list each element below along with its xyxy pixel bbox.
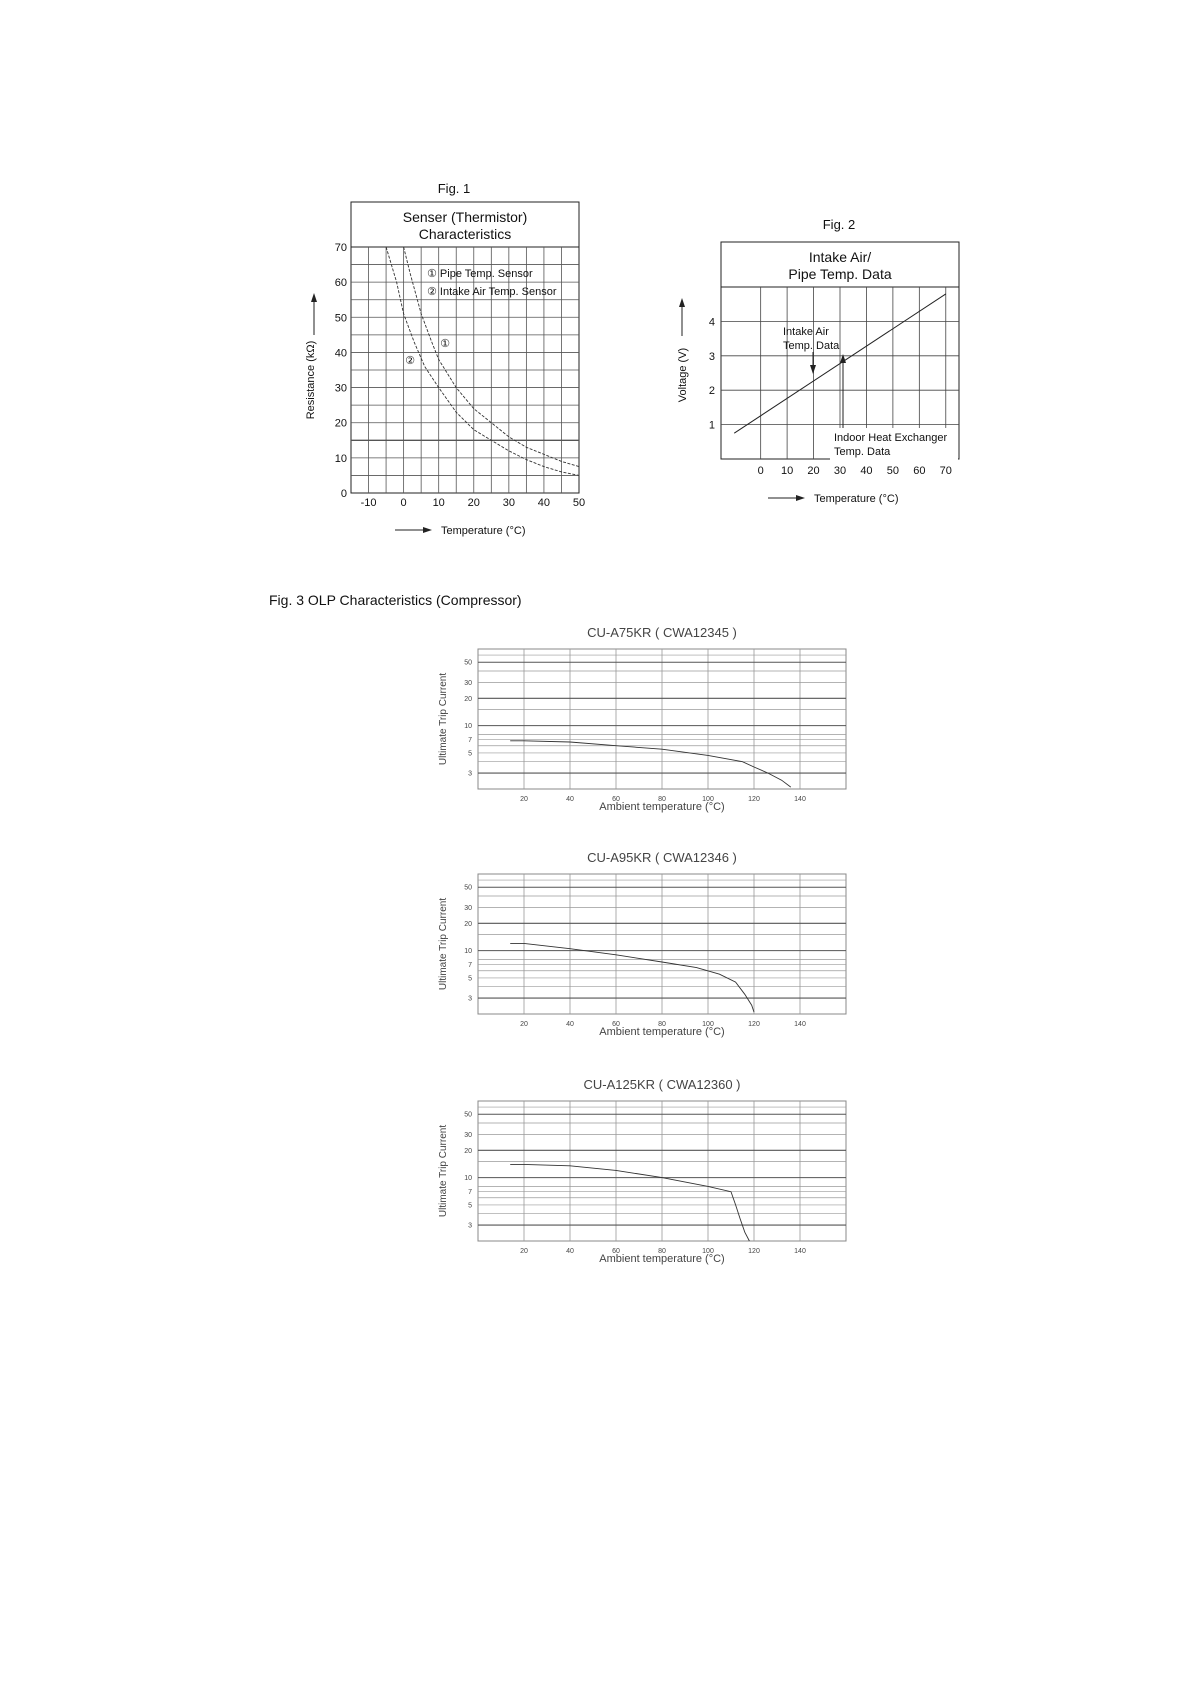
- olp-y-axis-label: Ultimate Trip Current: [438, 672, 449, 766]
- olp-trip-curve: [510, 741, 791, 787]
- olp-y-tick-label: 10: [464, 1175, 472, 1183]
- olp-x-tick-label: 120: [748, 1248, 760, 1255]
- fig2-y-tick-label: 2: [708, 385, 715, 398]
- fig2-x-tick-label: 0: [757, 465, 764, 477]
- fig1-x-tick-label: 10: [432, 497, 445, 509]
- fig2-title-line1: Intake Air/: [808, 249, 872, 265]
- olp-x-tick-label: 60: [612, 1021, 620, 1028]
- fig1-x-axis-arrow-head: [423, 527, 432, 533]
- fig2-x-tick-label: 30: [833, 465, 847, 477]
- olp-x-tick-label: 20: [520, 1248, 528, 1255]
- olp-x-tick-label: 40: [566, 796, 574, 803]
- fig1-plot-area: [335, 242, 585, 509]
- fig1-legend-item-2: ② Intake Air Temp. Sensor: [427, 286, 557, 298]
- olp-chart-title: CU-A95KR ( CWA12346 ): [587, 850, 737, 865]
- olp-y-tick-label: 7: [468, 1189, 472, 1197]
- olp-x-tick-label: 80: [658, 1021, 666, 1028]
- fig2-y-axis-title: [677, 348, 689, 402]
- olp-chart-a75kr: [438, 625, 846, 813]
- fig1-x-tick-label: 50: [572, 497, 586, 509]
- olp-y-tick-label: 50: [464, 659, 472, 667]
- fig2-x-tick-label: 20: [807, 465, 820, 477]
- olp-x-tick-label: 40: [566, 1021, 574, 1028]
- fig1-curve-marker-1: ①: [440, 338, 450, 350]
- olp-x-tick-label: 120: [748, 796, 760, 803]
- olp-y-tick-label: 20: [464, 1147, 472, 1155]
- fig1-x-tick-label: 20: [467, 497, 480, 509]
- olp-x-tick-label: 80: [658, 796, 666, 803]
- olp-chart-title: CU-A125KR ( CWA12360 ): [583, 1077, 741, 1092]
- olp-y-tick-label: 7: [468, 737, 472, 745]
- olp-y-tick-label: 50: [464, 884, 472, 892]
- fig1-label: Fig. 1: [437, 181, 471, 196]
- fig2-y-tick-label: 1: [708, 419, 715, 432]
- fig1-y-tick-label: 70: [334, 242, 347, 254]
- olp-y-tick-label: 3: [468, 995, 472, 1003]
- olp-y-tick-label: 50: [464, 1111, 472, 1119]
- olp-x-tick-label: 100: [702, 1248, 714, 1255]
- fig1-curve-marker-2: ②: [405, 355, 415, 367]
- olp-y-tick-label: 7: [468, 962, 472, 970]
- olp-y-tick-label: 30: [464, 679, 472, 687]
- olp-y-tick-label: 10: [464, 948, 472, 956]
- fig2-chart: [677, 217, 959, 505]
- olp-x-tick-label: 120: [748, 1021, 760, 1028]
- olp-x-tick-label: 20: [520, 796, 528, 803]
- olp-y-tick-label: 3: [468, 770, 472, 778]
- olp-y-tick-label: 5: [468, 975, 472, 983]
- fig2-annotation-intake-line1: Intake Air: [783, 326, 829, 338]
- fig1-y-axis-arrow-head: [311, 293, 317, 302]
- olp-x-tick-label: 40: [566, 1248, 574, 1255]
- fig2-annotation-exchanger-line1: Indoor Heat Exchanger: [834, 432, 948, 444]
- fig1-y-tick-label: 30: [334, 382, 347, 395]
- fig2-y-axis-label: Voltage (V): [677, 347, 689, 403]
- olp-x-axis-label: Ambient temperature (°C): [599, 1026, 725, 1038]
- olp-chart-a125kr: [438, 1077, 846, 1265]
- fig2-y-axis-arrow-head: [679, 298, 685, 307]
- olp-y-axis-label: Ultimate Trip Current: [438, 1124, 449, 1218]
- olp-x-tick-label: 60: [612, 1248, 620, 1255]
- fig1-y-tick-label: 40: [334, 347, 347, 360]
- fig2-annotation-exchanger-line2: Temp. Data: [834, 446, 891, 458]
- olp-x-axis-label: Ambient temperature (°C): [599, 1253, 725, 1265]
- olp-chart-a95kr: [438, 850, 846, 1038]
- fig1-y-tick-label: 50: [334, 312, 347, 325]
- fig2-label: Fig. 2: [822, 217, 856, 232]
- olp-x-axis-label: Ambient temperature (°C): [599, 801, 725, 813]
- olp-y-tick-label: 3: [468, 1222, 472, 1230]
- fig1-x-tick-label: 30: [502, 497, 515, 509]
- olp-x-tick-label: 60: [612, 796, 620, 803]
- fig1-y-tick-label: 0: [340, 488, 347, 500]
- olp-x-tick-label: 140: [794, 796, 806, 803]
- olp-y-tick-label: 20: [464, 920, 472, 928]
- fig1-x-tick-label: 0: [400, 497, 407, 509]
- fig1-y-tick-label: 20: [334, 417, 347, 430]
- olp-x-tick-label: 100: [702, 1021, 714, 1028]
- olp-x-tick-label: 20: [520, 1021, 528, 1028]
- fig1-x-tick-label: 40: [537, 497, 551, 509]
- fig2-y-tick-label: 3: [708, 350, 715, 363]
- olp-x-tick-label: 100: [702, 796, 714, 803]
- fig2-title-line2: Pipe Temp. Data: [788, 266, 892, 282]
- fig2-annotation-intake-arrow: [810, 365, 816, 374]
- fig1-y-axis-label: Resistance (kΩ): [305, 340, 317, 420]
- olp-x-tick-label: 80: [658, 1248, 666, 1255]
- olp-y-axis-label: Ultimate Trip Current: [438, 897, 449, 991]
- fig1-y-axis-title: [305, 341, 317, 420]
- olp-x-tick-label: 140: [794, 1248, 806, 1255]
- fig2-x-tick-label: 10: [780, 465, 794, 477]
- fig1-x-axis-label: Temperature (°C): [441, 525, 526, 537]
- olp-y-tick-label: 30: [464, 1131, 472, 1139]
- fig1-x-tick-label: -10: [360, 497, 377, 509]
- fig1-y-tick-label: 60: [334, 277, 347, 290]
- fig2-x-tick-label: 70: [939, 465, 952, 477]
- fig3-heading: Fig. 3 OLP Characteristics (Compressor): [269, 592, 522, 608]
- fig2-x-tick-label: 60: [913, 465, 926, 477]
- fig2-annotation-intake-line2: Temp. Data: [783, 340, 840, 352]
- olp-chart-title: CU-A75KR ( CWA12345 ): [587, 625, 737, 640]
- fig1-title-line1: Senser (Thermistor): [402, 209, 528, 225]
- fig1-series-line-2: [386, 247, 579, 475]
- fig2-y-tick-label: 4: [708, 316, 715, 329]
- olp-x-tick-label: 140: [794, 1021, 806, 1028]
- olp-y-tick-label: 5: [468, 1202, 472, 1210]
- fig2-annotation-exchanger-arrow: [840, 354, 846, 363]
- olp-y-tick-label: 30: [464, 904, 472, 912]
- olp-trip-curve: [510, 1164, 749, 1241]
- fig2-x-tick-label: 40: [860, 465, 873, 477]
- fig1-legend-item-1: ① Pipe Temp. Sensor: [427, 268, 533, 280]
- fig2-x-tick-label: 50: [886, 465, 900, 477]
- fig1-y-tick-label: 10: [334, 452, 347, 465]
- fig1-title-line2: Characteristics: [418, 226, 512, 242]
- fig2-x-axis-label: Temperature (°C): [814, 493, 899, 505]
- olp-y-tick-label: 20: [464, 695, 472, 703]
- fig2-x-axis-arrow-head: [796, 495, 805, 501]
- olp-y-tick-label: 5: [468, 750, 472, 758]
- fig1-chart: [305, 181, 585, 537]
- olp-y-tick-label: 10: [464, 723, 472, 731]
